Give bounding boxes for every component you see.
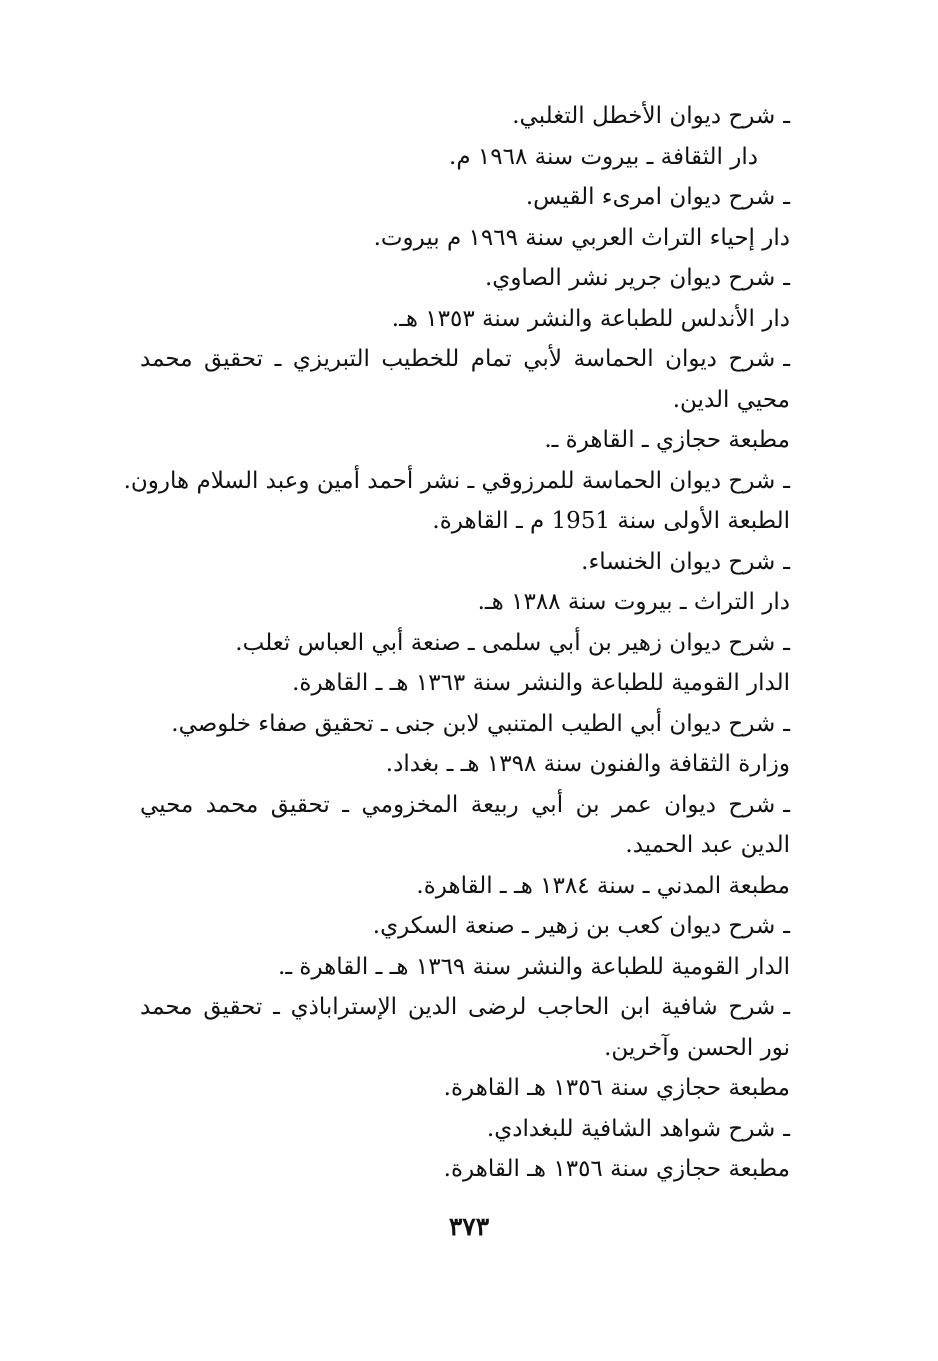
entry-dash: ـ [783, 103, 790, 129]
bibliography-entry [140, 987, 790, 1109]
entry-publisher: مطبعة حجازي سنة ١٣٥٦ هـ القاهرة. [443, 1075, 790, 1101]
entry-dash: ـ [783, 346, 790, 372]
bibliography-entry [140, 704, 790, 785]
entry-dash: ـ [783, 467, 790, 494]
entry-dash: ـ [783, 913, 790, 939]
bibliography-entry [140, 906, 790, 987]
entry-title: ـشرح شواهد الشافية للبغدادي. [140, 1109, 790, 1150]
entry-publisher: الدار القومية للطباعة والنشر سنة ١٣٦٩ هـ ـ القاهرة ـ. [278, 953, 790, 980]
entry-title: ـشرح ديوان زهير بن أبي سلمى ـ صنعة أبي العباس ثعلب. [140, 623, 790, 664]
entry-publisher: مطبعة حجازي سنة ١٣٥٦ هـ القاهرة. [443, 1156, 790, 1182]
entry-publisher: مطبعة المدني ـ سنة ١٣٨٤ هـ ـ القاهرة. [416, 872, 790, 899]
bibliography-entry [140, 96, 790, 177]
entry-publisher: الدار القومية للطباعة والنشر سنة ١٣٦٣ هـ ـ القاهرة. [292, 670, 790, 696]
entry-publisher: دار الثقافة ـ بيروت سنة ١٩٦٨ م. [449, 143, 758, 170]
bibliography-entry [140, 258, 790, 339]
bibliography-entry [140, 785, 790, 907]
bibliography-entry [140, 542, 790, 623]
entry-title: ـشرح ديوان كعب بن زهير ـ صنعة السكري. [140, 906, 790, 947]
entry-dash: ـ [783, 629, 790, 656]
entry-dash: ـ [783, 548, 790, 575]
entry-dash: ـ [783, 184, 790, 210]
entry-dash: ـ [783, 265, 790, 291]
entry-title: ـشرح ديوان جرير نشر الصاوي. [140, 258, 790, 299]
entry-publisher: دار إحياء التراث العربي سنة ١٩٦٩ م بيروت. [373, 224, 790, 251]
entry-title: ـشرح ديوان الخنساء. [140, 542, 790, 583]
bibliography-entry [140, 339, 790, 461]
entry-dash: ـ [783, 1115, 790, 1142]
page-number: ٣٧٣ [448, 1212, 490, 1241]
entry-dash: ـ [783, 994, 790, 1020]
entry-publisher: دار الأندلس للطباعة والنشر سنة ١٣٥٣ هـ. [391, 305, 790, 332]
entry-title: ـشرح شافية ابن الحاجب لرضى الدين الإستراباذي ـ تحقيق محمد نور الحسن وآخرين. [140, 987, 790, 1068]
bibliography-entry [140, 177, 790, 258]
entry-title: ـشرح ديوان الأخطل التغلبي. [140, 96, 790, 137]
entry-publisher: دار التراث ـ بيروت سنة ١٣٨٨ هـ. [477, 589, 790, 615]
entry-dash: ـ [783, 791, 790, 818]
entry-publisher: الطبعة الأولى سنة 1951 م ـ القاهرة. [432, 508, 790, 534]
entry-publisher: مطبعة حجازي ـ القاهرة ـ. [544, 427, 790, 453]
bibliography-list [123, 96, 790, 1190]
entry-title: ـشرح ديوان أبي الطيب المتنبي لابن جنى ـ تحقيق صفاء خلوصي. [140, 704, 790, 745]
entry-title: ـشرح ديوان عمر بن أبي ربيعة المخزومي ـ تحقيق محمد محيي الدين عبد الحميد. [140, 785, 790, 866]
entry-title: ـشرح ديوان امرىء القيس. [140, 177, 790, 218]
entry-title: ـشرح ديوان الحماسة للمرزوقي ـ نشر أحمد أمين وعبد السلام هارون. [140, 461, 790, 502]
entry-dash: ـ [783, 710, 790, 737]
bibliography-entry [140, 623, 790, 704]
bibliography-entry [140, 1109, 790, 1190]
entry-title: ـشرح ديوان الحماسة لأبي تمام للخطيب التبريزي ـ تحقيق محمد محيي الدين. [140, 339, 790, 420]
entry-publisher: وزارة الثقافة والفنون سنة ١٣٩٨ هـ ـ بغداد. [385, 751, 790, 777]
bibliography-entry [123, 461, 790, 542]
